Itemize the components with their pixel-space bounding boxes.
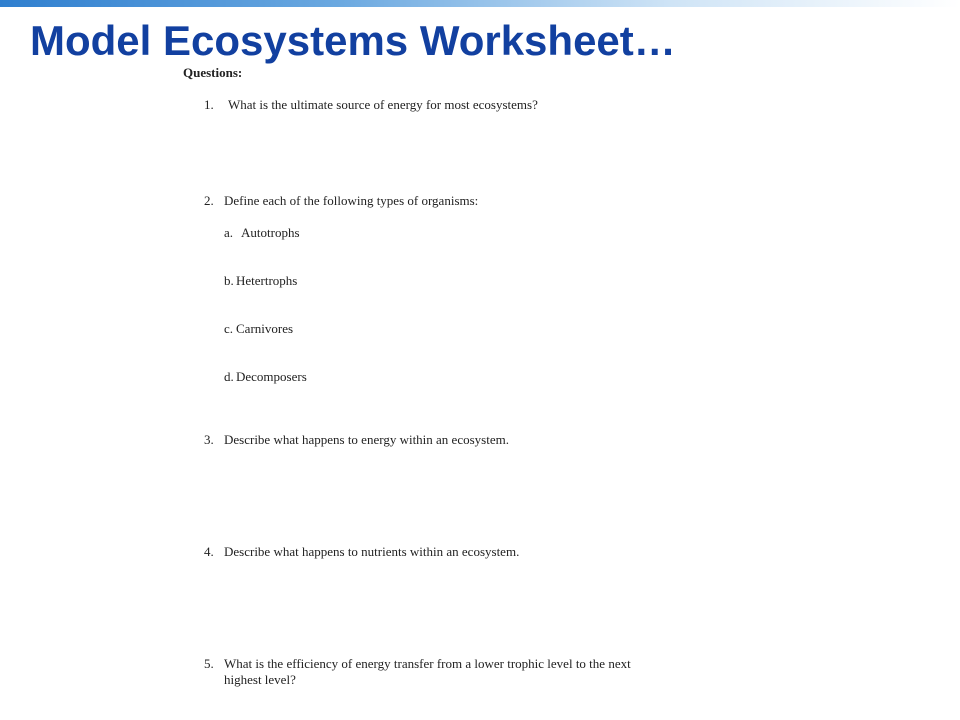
item-c-letter: c. — [224, 321, 234, 336]
item-d-text: Decomposers — [236, 369, 307, 384]
question-3-text: Describe what happens to energy within an ecosystem. — [224, 432, 509, 447]
question-5-text-line-1: What is the efficiency of energy transfer from a lower trophic level to the next — [224, 656, 631, 671]
item-b-letter: b. — [224, 273, 234, 288]
question-5-number: 5. — [204, 656, 214, 671]
questions-heading: Questions: — [183, 65, 243, 80]
question-4-number: 4. — [204, 544, 214, 559]
item-d-letter: d. — [224, 369, 234, 384]
question-2-text: Define each of the following types of organisms: — [224, 193, 479, 208]
question-3-number: 3. — [204, 432, 214, 447]
item-b-text: Hetertrophs — [236, 273, 298, 288]
slide-title: Model Ecosystems Worksheet… — [30, 17, 676, 64]
question-2-number: 2. — [204, 193, 214, 208]
question-1-number: 1. — [204, 97, 214, 112]
question-5-text-line-2: highest level? — [224, 672, 296, 687]
question-4-text: Describe what happens to nutrients within an ecosystem. — [224, 544, 520, 559]
item-c-text: Carnivores — [236, 321, 294, 336]
item-a-text: Autotrophs — [241, 225, 300, 240]
item-a-letter: a. — [224, 225, 234, 240]
question-1-text: What is the ultimate source of energy for most ecosystems? — [228, 97, 538, 112]
